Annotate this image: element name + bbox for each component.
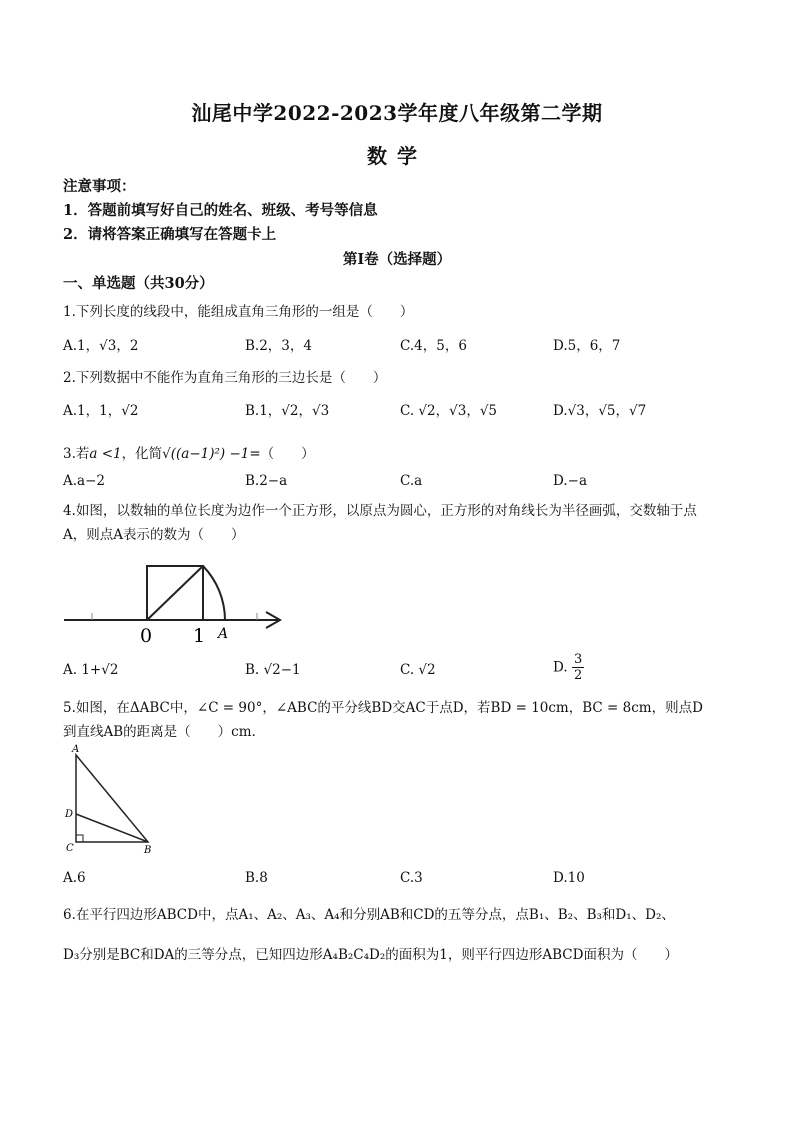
label-origin: 0 xyxy=(140,625,153,647)
part-title: 一、单选题（共30分） xyxy=(63,275,214,292)
vertex-b: B xyxy=(144,845,152,856)
label-point-a: A xyxy=(218,626,229,642)
q1-option-b: B.2，3，4 xyxy=(245,338,312,354)
q2-option-c: C. √2，√3，√5 xyxy=(400,403,498,419)
q4-option-d-label: D. xyxy=(553,659,568,676)
q3-suffix: =（ ） xyxy=(249,446,315,462)
q3-expression: √((a−1)²) −1 xyxy=(162,446,250,462)
q2-option-b: B.1，√2，√3 xyxy=(245,403,330,419)
q4-option-b: B. √2−1 xyxy=(245,662,301,678)
question-4-stem-line1: 4.如图，以数轴的单位长度为边作一个正方形，以原点为圆心，正方形的对角线长为半径画弧，交数轴于点 xyxy=(63,503,697,519)
question-1-stem: 1.下列长度的线段中，能组成直角三角形的一组是（ ） xyxy=(63,304,414,320)
notice-heading: 注意事项： xyxy=(63,178,136,195)
q1-option-c: C.4，5，6 xyxy=(400,338,467,354)
subject-title: 数学 xyxy=(367,144,427,168)
q5-option-c: C.3 xyxy=(400,870,423,886)
question-3-stem xyxy=(63,442,315,462)
question-5-stem-line2: 到直线AB的距离是（ ）cm. xyxy=(63,724,256,740)
section-title: 第I卷（选择题） xyxy=(342,251,452,268)
q3-option-d: D.−a xyxy=(553,473,587,489)
square-diagonal xyxy=(147,566,203,620)
question-4-stem-line2: A，则点A表示的数为（ ） xyxy=(63,527,245,543)
q3-option-b: B.2−a xyxy=(245,473,288,489)
label-one: 1 xyxy=(193,625,206,647)
q4-option-a: A. 1+√2 xyxy=(63,662,119,678)
number-line-figure xyxy=(60,558,290,648)
q3-option-a: A.a−2 xyxy=(63,473,105,489)
q3-option-c: C.a xyxy=(400,473,423,489)
q4-option-d-fraction xyxy=(572,652,584,683)
q4-option-d xyxy=(553,652,584,683)
notice-item-2: 2．请将答案正确填写在答题卡上 xyxy=(63,226,277,243)
q2-option-a: A.1，1，√2 xyxy=(63,403,139,419)
question-6-stem-line1: 6.在平行四边形ABCD中，点A₁、A₂、A₃、A₄和分别AB和CD的五等分点，点B₁、B₂、B₃和D₁、D₂、 xyxy=(63,907,675,923)
question-5-stem-line1: 5.如图，在ΔABC中，∠C = 90°，∠ABC的平分线BD交AC于点D，若BD = 10cm，BC = 8cm，则点D xyxy=(63,700,703,716)
q2-option-d: D.√3，√5，√7 xyxy=(553,403,647,419)
question-6-stem-line2: D₃分别是BC和DA的三等分点，已知四边形A₄B₂C₄D₂的面积为1，则平行四边形ABCD面积为（ ） xyxy=(63,947,678,963)
q1-option-d: D.5，6，7 xyxy=(553,338,621,354)
q5-option-d: D.10 xyxy=(553,870,585,886)
fraction-numerator: 3 xyxy=(573,652,583,667)
q4-option-c: C. √2 xyxy=(400,662,436,678)
triangle-abc xyxy=(76,755,148,842)
q3-mid: ，化简 xyxy=(121,446,163,462)
vertex-d: D xyxy=(65,809,74,820)
q5-option-a: A.6 xyxy=(63,870,86,886)
vertex-a: A xyxy=(72,744,80,755)
fraction-denominator: 2 xyxy=(573,668,583,683)
question-2-stem: 2.下列数据中不能作为直角三角形的三边长是（ ） xyxy=(63,370,387,386)
radius-arc xyxy=(203,566,225,620)
exam-title: 汕尾中学2022-2023学年度八年级第二学期 xyxy=(191,101,603,125)
q3-condition: a <1 xyxy=(89,446,122,462)
q3-prefix: 3.若 xyxy=(63,446,90,462)
vertex-c: C xyxy=(66,843,74,854)
q5-option-b: B.8 xyxy=(245,870,268,886)
q1-option-a: A.1，√3，2 xyxy=(63,338,139,354)
right-angle-mark xyxy=(76,835,83,842)
triangle-figure xyxy=(60,743,170,861)
notice-item-1: 1．答题前填写好自己的姓名、班级、考号等信息 xyxy=(63,202,378,219)
